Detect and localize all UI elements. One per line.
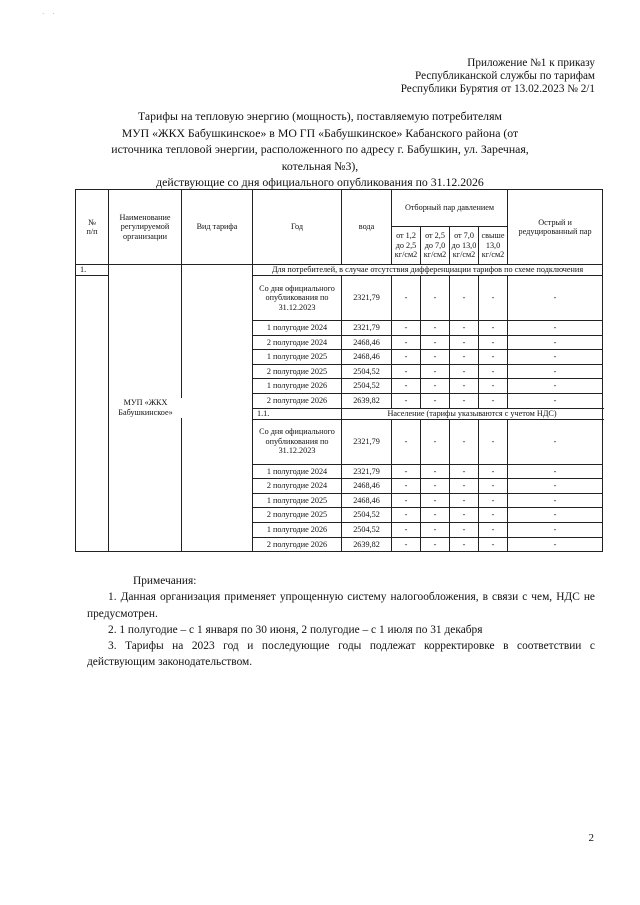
period-cell: 2 полугодие 2024 bbox=[253, 335, 342, 350]
pressure-2-value: - bbox=[421, 379, 450, 394]
pressure-2-value: - bbox=[421, 364, 450, 379]
pressure-4-value: - bbox=[479, 364, 508, 379]
acute-value: - bbox=[508, 364, 603, 379]
document-title bbox=[70, 108, 570, 191]
period-cell: 2 полугодие 2025 bbox=[253, 508, 342, 523]
pressure-1-value: - bbox=[392, 537, 421, 552]
period-cell: 1 полугодие 2024 bbox=[253, 321, 342, 336]
pressure-3-value: - bbox=[450, 508, 479, 523]
period-cell: 1 полугодие 2025 bbox=[253, 493, 342, 508]
pressure-4-value: - bbox=[479, 419, 508, 464]
title-line: МУП «ЖКХ Бабушкинское» в МО ГП «Бабушкинское» Кабанского района (от bbox=[121, 125, 519, 140]
pressure-2-value: - bbox=[421, 537, 450, 552]
acute-value: - bbox=[508, 493, 603, 508]
water-value: 2321,79 bbox=[342, 419, 392, 464]
pressure-4-value: - bbox=[479, 493, 508, 508]
acute-value: - bbox=[508, 276, 603, 321]
pressure-3-value: - bbox=[450, 479, 479, 494]
pressure-3-value: - bbox=[450, 493, 479, 508]
pressure-2-value: - bbox=[421, 508, 450, 523]
pressure-2-value: - bbox=[421, 335, 450, 350]
period-cell: 1 полугодие 2024 bbox=[253, 464, 342, 479]
acute-value: - bbox=[508, 379, 603, 394]
header-water: вода bbox=[342, 190, 392, 265]
water-value: 2321,79 bbox=[342, 321, 392, 336]
section-row bbox=[76, 265, 603, 276]
pressure-4-value: - bbox=[479, 464, 508, 479]
acute-value: - bbox=[508, 508, 603, 523]
water-value: 2504,52 bbox=[342, 508, 392, 523]
water-value: 2639,82 bbox=[342, 393, 392, 408]
header-steam-group: Отборный пар давлением bbox=[392, 190, 508, 227]
header-org: Наименование регулируемой организации bbox=[109, 190, 182, 265]
pressure-1-value: - bbox=[392, 364, 421, 379]
pressure-2-value: - bbox=[421, 493, 450, 508]
pressure-3-value: - bbox=[450, 364, 479, 379]
blank-cell bbox=[182, 265, 253, 552]
pressure-1-value: - bbox=[392, 350, 421, 365]
water-value: 2321,79 bbox=[342, 276, 392, 321]
header-num: № п/п bbox=[76, 190, 109, 265]
section-number: 1.1. bbox=[253, 408, 342, 419]
pressure-3-value: - bbox=[450, 379, 479, 394]
section-title: Для потребителей, в случае отсутствия дифференциации тарифов по схеме подключения bbox=[253, 265, 603, 276]
period-cell: 2 полугодие 2025 bbox=[253, 364, 342, 379]
pressure-2-value: - bbox=[421, 321, 450, 336]
pressure-4-value: - bbox=[479, 508, 508, 523]
period-cell: 2 полугодие 2024 bbox=[253, 479, 342, 494]
period-cell: Со дня официального опубликования по 31.12.2023 bbox=[253, 276, 342, 321]
header-pressure-4: свыше 13,0 кг/см2 bbox=[479, 227, 508, 265]
pressure-4-value: - bbox=[479, 321, 508, 336]
note-item: 1. Данная организация применяет упрощенную систему налогообложения, в связи с чем, НДС не предусмотрен. bbox=[87, 591, 595, 620]
title-line: источника тепловой энергии, расположенного по адресу г. Бабушкин, ул. Заречная, bbox=[111, 142, 529, 156]
water-value: 2504,52 bbox=[342, 364, 392, 379]
period-cell: 1 полугодие 2026 bbox=[253, 522, 342, 537]
water-value: 2321,79 bbox=[342, 464, 392, 479]
header-year: Год bbox=[253, 190, 342, 265]
pressure-1-value: - bbox=[392, 419, 421, 464]
acute-value: - bbox=[508, 537, 603, 552]
appendix-line: Приложение №1 к приказу bbox=[467, 57, 595, 69]
pressure-4-value: - bbox=[479, 350, 508, 365]
acute-value: - bbox=[508, 479, 603, 494]
period-cell: 2 полугодие 2026 bbox=[253, 393, 342, 408]
water-value: 2468,46 bbox=[342, 479, 392, 494]
pressure-4-value: - bbox=[479, 379, 508, 394]
period-cell: 2 полугодие 2026 bbox=[253, 537, 342, 552]
note-item: 2. 1 полугодие – с 1 января по 30 июня, 2 полугодие – с 1 июля по 31 декабря bbox=[108, 623, 483, 636]
pressure-1-value: - bbox=[392, 379, 421, 394]
acute-value: - bbox=[508, 321, 603, 336]
header-acute: Острый и редуцированный пар bbox=[508, 190, 603, 265]
pressure-3-value: - bbox=[450, 335, 479, 350]
pressure-1-value: - bbox=[392, 321, 421, 336]
appendix-header bbox=[401, 57, 595, 96]
pressure-4-value: - bbox=[479, 393, 508, 408]
note-item: 3. Тарифы на 2023 год и последующие годы подлежат корректировке в соответствии с действующим законодательством. bbox=[87, 640, 595, 669]
pressure-1-value: - bbox=[392, 493, 421, 508]
pressure-3-value: - bbox=[450, 276, 479, 321]
pressure-2-value: - bbox=[421, 522, 450, 537]
pressure-1-value: - bbox=[392, 335, 421, 350]
blank-cell bbox=[76, 276, 109, 552]
pressure-2-value: - bbox=[421, 276, 450, 321]
acute-value: - bbox=[508, 335, 603, 350]
pressure-1-value: - bbox=[392, 393, 421, 408]
pressure-2-value: - bbox=[421, 393, 450, 408]
pressure-3-value: - bbox=[450, 350, 479, 365]
water-value: 2468,46 bbox=[342, 350, 392, 365]
water-value: 2504,52 bbox=[342, 522, 392, 537]
acute-value: - bbox=[508, 522, 603, 537]
title-line: котельная №3), bbox=[281, 158, 359, 173]
section-title: Население (тарифы указываются с учетом НДС) bbox=[342, 408, 603, 419]
pressure-3-value: - bbox=[450, 419, 479, 464]
pressure-1-value: - bbox=[392, 508, 421, 523]
period-cell: 1 полугодие 2026 bbox=[253, 379, 342, 394]
organization-name: МУП «ЖКХ Бабушкинское» bbox=[109, 398, 182, 418]
pressure-3-value: - bbox=[450, 321, 479, 336]
period-cell: 1 полугодие 2025 bbox=[253, 350, 342, 365]
period-cell: Со дня официального опубликования по 31.12.2023 bbox=[253, 419, 342, 464]
pressure-3-value: - bbox=[450, 393, 479, 408]
appendix-line: Республиканской службы по тарифам bbox=[415, 70, 595, 82]
pressure-4-value: - bbox=[479, 522, 508, 537]
water-value: 2504,52 bbox=[342, 379, 392, 394]
scan-corner-mark: · · bbox=[42, 10, 58, 18]
pressure-2-value: - bbox=[421, 350, 450, 365]
pressure-4-value: - bbox=[479, 479, 508, 494]
acute-value: - bbox=[508, 350, 603, 365]
pressure-1-value: - bbox=[392, 479, 421, 494]
pressure-3-value: - bbox=[450, 537, 479, 552]
tariff-table bbox=[75, 189, 603, 552]
header-pressure-2: от 2,5 до 7,0 кг/см2 bbox=[421, 227, 450, 265]
water-value: 2468,46 bbox=[342, 493, 392, 508]
acute-value: - bbox=[508, 393, 603, 408]
pressure-4-value: - bbox=[479, 537, 508, 552]
pressure-1-value: - bbox=[392, 464, 421, 479]
acute-value: - bbox=[508, 464, 603, 479]
pressure-2-value: - bbox=[421, 419, 450, 464]
pressure-4-value: - bbox=[479, 335, 508, 350]
pressure-3-value: - bbox=[450, 522, 479, 537]
header-pressure-3: от 7,0 до 13,0 кг/см2 bbox=[450, 227, 479, 265]
notes-heading: Примечания: bbox=[133, 575, 197, 587]
pressure-4-value: - bbox=[479, 276, 508, 321]
pressure-3-value: - bbox=[450, 464, 479, 479]
water-value: 2468,46 bbox=[342, 335, 392, 350]
appendix-line: Республики Бурятия от 13.02.2023 № 2/1 bbox=[400, 83, 595, 95]
section-number: 1. bbox=[76, 265, 109, 276]
water-value: 2639,82 bbox=[342, 537, 392, 552]
header-pressure-1: от 1,2 до 2,5 кг/см2 bbox=[392, 227, 421, 265]
notes bbox=[87, 573, 595, 671]
title-line: Тарифы на тепловую энергию (мощность), поставляемую потребителям bbox=[138, 109, 502, 123]
title-line: действующие со дня официального опубликования по 31.12.2026 bbox=[156, 175, 484, 189]
page-number: 2 bbox=[588, 832, 594, 844]
pressure-1-value: - bbox=[392, 276, 421, 321]
pressure-2-value: - bbox=[421, 464, 450, 479]
pressure-2-value: - bbox=[421, 479, 450, 494]
acute-value: - bbox=[508, 419, 603, 464]
header-kind: Вид тарифа bbox=[182, 190, 253, 265]
pressure-1-value: - bbox=[392, 522, 421, 537]
